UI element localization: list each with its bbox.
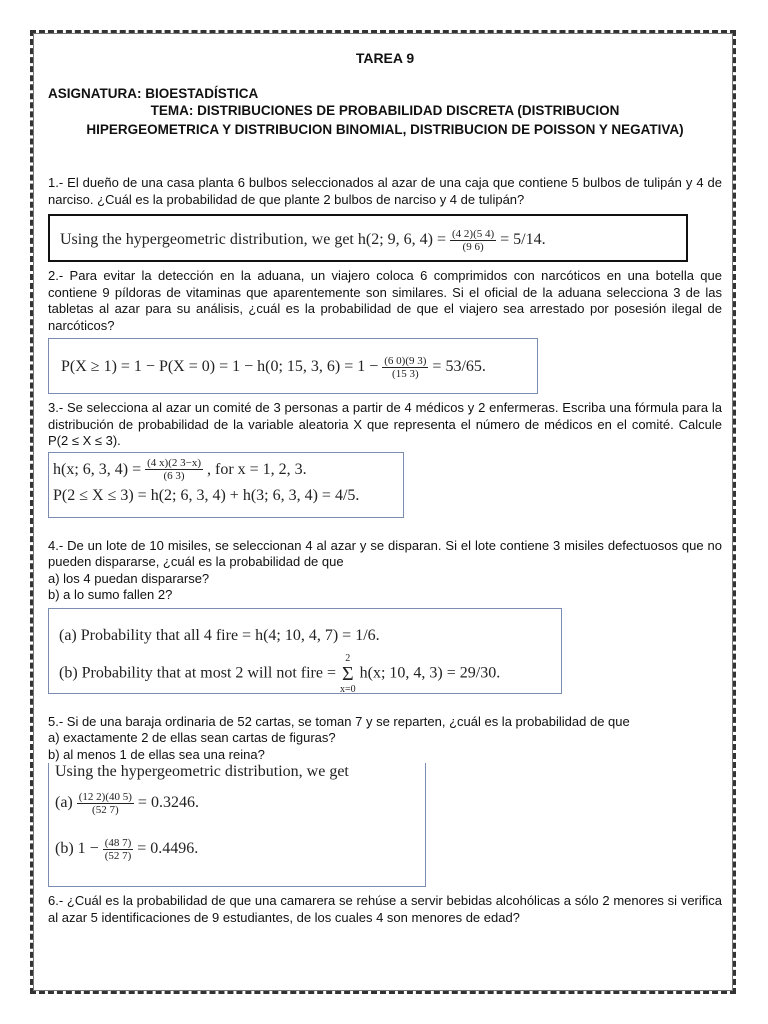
question-text: 2.- Para evitar la detección en la aduana, un viajero coloca 6 comprimidos con narcóticos en una botella que contiene 9 píldoras de vitaminas que aparentemente son similares. Si el oficial de la aduana selecciona 3 de las tabletas al azar para su análisis, ¿cuál es la probabilidad de que el viajero sea arrestado por posesión ilegal de narcóticos? xyxy=(48,268,722,333)
answer-box-5 xyxy=(48,763,426,887)
fraction-denominator: (52 7) xyxy=(92,804,119,816)
fraction-denominator: (52 7) xyxy=(104,850,132,862)
question-part-a: a) exactamente 2 de ellas sean cartas de figuras? xyxy=(48,730,336,745)
answer-box-1 xyxy=(48,214,688,262)
question-part-b: b) al menos 1 de ellas sea una reina? xyxy=(48,746,265,762)
sigma-symbol: Σ xyxy=(341,662,354,685)
answer-text: Using the hypergeometric distribution, we get h(2; 9, 6, 4) = xyxy=(60,231,446,249)
answer-intro: Using the hypergeometric distribution, we get xyxy=(55,763,349,780)
fraction xyxy=(382,355,428,380)
question-3 xyxy=(48,400,722,450)
subject-line: ASIGNATURA: BIOESTADÍSTICA xyxy=(48,86,259,101)
answer-text: P(X ≥ 1) = 1 − P(X = 0) = 1 − h(0; 15, 3, 6) = 1 − xyxy=(61,358,379,376)
answer-b-row xyxy=(59,653,551,695)
answer-a-label: (a) xyxy=(55,794,73,812)
question-text: 6.- ¿Cuál es la probabilidad de que una camarera se rehúse a servir bebidas alcohólicas a sólo 2 menores si verifica al azar 5 identificaciones de 9 estudiantes, de los cuales 4 son menores de edad? xyxy=(48,893,722,925)
topic-line-1: TEMA: DISTRIBUCIONES DE PROBABILIDAD DISCRETA (DISTRIBUCION xyxy=(150,103,620,118)
topic-line-2: HIPERGEOMETRICA Y DISTRIBUCION BINOMIAL, DISTRIBUCION DE POISSON Y NEGATIVA) xyxy=(86,122,684,137)
answer-b-tail: h(x; 10, 4, 3) = 29/30. xyxy=(359,664,501,682)
question-part-b: b) a lo sumo fallen 2? xyxy=(48,587,173,602)
fraction xyxy=(450,228,496,253)
question-2 xyxy=(48,268,722,334)
question-text: 5.- Si de una baraja ordinaria de 52 cartas, se toman 7 y se reparten, ¿cuál es la probabilidad de que xyxy=(48,713,630,729)
question-4 xyxy=(48,538,722,604)
fraction-numerator: (4 2)(5 4) xyxy=(452,228,495,240)
fraction xyxy=(77,791,134,816)
fraction-numerator: (4 x)(2 3−x) xyxy=(147,457,201,470)
answer-result: = 5/14. xyxy=(500,231,546,249)
answer-a: (a) Probability that all 4 fire = h(4; 10, 4, 7) = 1/6. xyxy=(59,626,380,644)
document-title: TAREA 9 xyxy=(355,50,415,66)
question-5 xyxy=(48,714,722,764)
summation xyxy=(340,653,356,695)
answer-a-result: = 0.3246. xyxy=(137,794,199,812)
answer-formula: h(x; 6, 3, 4) = xyxy=(53,460,142,478)
question-6 xyxy=(48,893,722,926)
question-text: 3.- Se selecciona al azar un comité de 3 personas a partir de 4 médicos y 2 enfermeras. Escriba una fórmula para la distribución de probabilidad de la variable aleatoria X que representa el número de médicos en el comité. Calcule P(2 ≤ X ≤ 3). xyxy=(48,400,722,448)
answer-b-label: (b) 1 − xyxy=(55,840,99,858)
fraction-denominator: (9 6) xyxy=(462,241,484,253)
answer-b-row xyxy=(55,837,419,877)
fraction xyxy=(145,457,203,482)
answer-b-result: = 0.4496. xyxy=(137,840,199,858)
sum-upper: 2 xyxy=(345,652,351,664)
answer-line-1 xyxy=(53,457,397,483)
answer-box-3 xyxy=(48,452,404,518)
question-text: 4.- De un lote de 10 misiles, se seleccionan 4 al azar y se disparan. Si el lote contiene 3 misiles defectuosos que no pueden dispararse, ¿cuál es la probabilidad de que xyxy=(48,537,722,569)
answer-box-2 xyxy=(48,338,538,394)
answer-box-4 xyxy=(48,608,562,694)
fraction xyxy=(103,837,134,862)
sum-lower: x=0 xyxy=(339,683,356,695)
question-text: 1.- El dueño de una casa planta 6 bulbos seleccionados al azar de una caja que contiene 5 bulbos de tulipán y 4 de narciso. ¿Cuál es la probabilidad de que plante 2 bulbos de narciso y 4 de tulipán? xyxy=(48,175,722,207)
answer-b: (b) Probability that at most 2 will not fire = xyxy=(59,664,336,682)
question-part-a: a) los 4 puedan dispararse? xyxy=(48,570,210,586)
fraction-numerator: (6 0)(9 3) xyxy=(384,355,427,367)
answer-line-2: P(2 ≤ X ≤ 3) = h(2; 6, 3, 4) + h(3; 6, 3, 4) = 4/5. xyxy=(53,486,360,504)
answer-a-row xyxy=(55,791,419,831)
fraction-denominator: (6 3) xyxy=(163,470,185,483)
answer-formula-tail: , for x = 1, 2, 3. xyxy=(206,460,307,478)
fraction-denominator: (15 3) xyxy=(392,368,419,380)
answer-result: = 53/65. xyxy=(432,358,486,376)
fraction-numerator: (48 7) xyxy=(104,837,132,849)
question-1 xyxy=(48,175,722,208)
document-body xyxy=(48,44,722,926)
fraction-numerator: (12 2)(40 5) xyxy=(78,791,132,803)
